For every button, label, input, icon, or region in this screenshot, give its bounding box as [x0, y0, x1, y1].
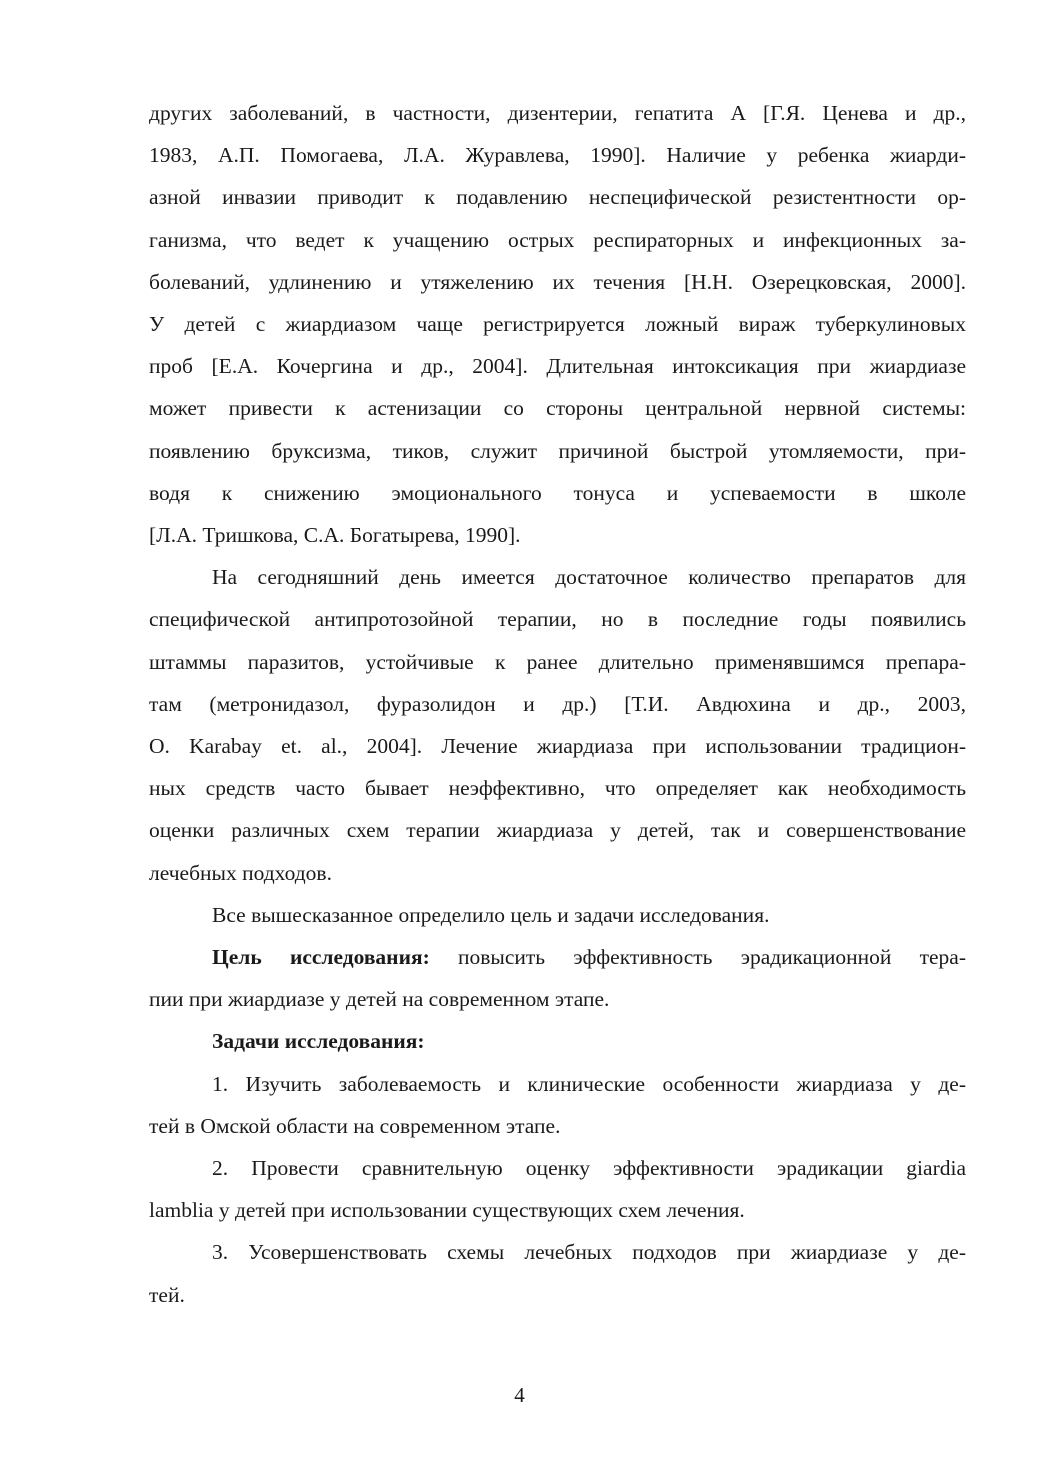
tasks-heading: Задачи исследования: [212, 1029, 425, 1054]
text-line: 1983, А.П. Помогаева, Л.А. Журавлева, 1990]. Наличие у ребенка жиарди- [149, 143, 966, 168]
text-line: болеваний, удлинению и утяжелению их течения [Н.Н. Озерецковская, 2000]. [149, 269, 966, 294]
text-line: проб [Е.А. Кочергина и др., 2004]. Длительная интоксикация при жиардиазе [149, 354, 966, 379]
goal-heading: Цель исследования: [212, 945, 430, 970]
document-body [149, 92, 966, 1316]
text-line: штаммы паразитов, устойчивые к ранее длительно применявшимся препара- [149, 649, 966, 674]
goal-line [149, 936, 966, 978]
text-line: тей. [149, 1282, 185, 1307]
text-line: [Л.А. Тришкова, С.А. Богатырева, 1990]. [149, 523, 521, 548]
text-line: O. Karabay et. al., 2004]. Лечение жиардиаза при использовании традицион- [149, 734, 966, 759]
goal-text: повысить эффективность эрадикационной тера- [429, 945, 967, 970]
text-line: пии при жиардиазе у детей на современном этапе. [149, 987, 610, 1012]
text-line: ганизма, что ведет к учащению острых респираторных и инфекционных за- [149, 227, 966, 252]
text-line: может привести к астенизации со стороны центральной нервной системы: [149, 396, 966, 421]
text-line: азной инвазии приводит к подавлению неспецифической резистентности ор- [149, 185, 966, 210]
text-line: lamblia у детей при использовании существующих схем лечения. [149, 1198, 745, 1223]
text-line: лечебных подходов. [149, 860, 332, 885]
text-line: У детей с жиардиазом чаще регистрируется ложный вираж туберкулиновых [149, 312, 966, 337]
text-line: появлению бруксизма, тиков, служит причиной быстрой утомляемости, при- [149, 438, 966, 463]
text-line: 1. Изучить заболеваемость и клинические особенности жиардиаза у де- [212, 1071, 966, 1096]
text-line: 3. Усовершенствовать схемы лечебных подходов при жиардиазе у де- [212, 1240, 966, 1265]
text-line: тей в Омской области на современном этапе. [149, 1113, 561, 1138]
text-line: оценки различных схем терапии жиардиаза у детей, так и совершенствование [149, 818, 966, 843]
text-line: На сегодняшний день имеется достаточное количество препаратов для [212, 565, 966, 590]
text-line: там (метронидазол, фуразолидон и др.) [Т.И. Авдюхина и др., 2003, [149, 691, 966, 716]
text-line: специфической антипротозойной терапии, но в последние годы появились [149, 607, 966, 632]
text-line: водя к снижению эмоционального тонуса и успеваемости в школе [149, 480, 966, 505]
text-line: ных средств часто бывает неэффективно, что определяет как необходимость [149, 776, 966, 801]
text-line: Все вышесказанное определило цель и задачи исследования. [212, 902, 770, 927]
text-line: других заболеваний, в частности, дизентерии, гепатита А [Г.Я. Ценева и др., [149, 101, 966, 125]
page-number: 4 [514, 1383, 525, 1407]
text-line: 2. Провести сравнительную оценку эффективности эрадикации giardia [212, 1156, 966, 1181]
